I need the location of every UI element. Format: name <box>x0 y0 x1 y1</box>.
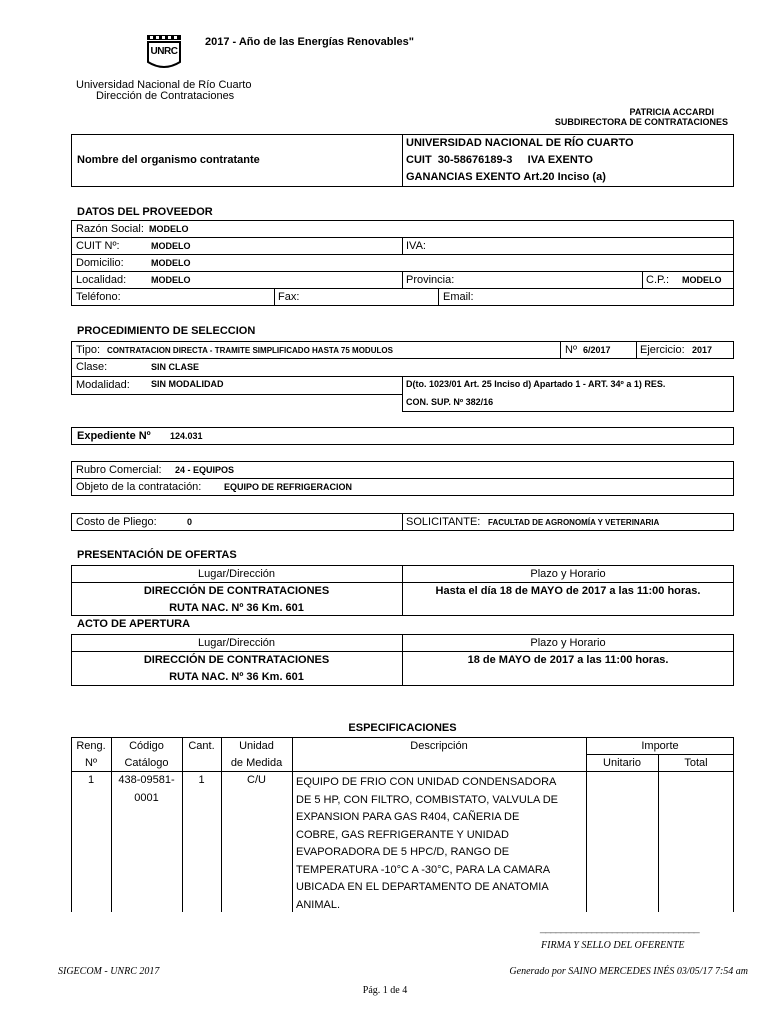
header-reng-2: Nº <box>85 757 97 769</box>
domicilio-label: Domicilio: <box>76 257 124 269</box>
tipo-label: Tipo: <box>76 344 101 356</box>
telefono-label: Teléfono: <box>76 291 121 303</box>
email-label: Email: <box>443 291 474 303</box>
modalidad-value: SIN MODALIDAD <box>151 379 224 389</box>
proveedor-title: DATOS DEL PROVEEDOR <box>77 206 213 218</box>
signatory-title: SUBDIRECTORA DE CONTRATACIONES <box>554 117 728 127</box>
modalidad-label: Modalidad: <box>76 379 130 391</box>
slogan: 2017 - Año de las Energías Renovables" <box>205 36 414 48</box>
tipo-value: CONTRATACION DIRECTA - TRAMITE SIMPLIFICADO HASTA 75 MODULOS <box>107 346 393 355</box>
header-unitario: Unitario <box>603 757 641 769</box>
presentacion-lugar-header: Lugar/Dirección <box>197 568 276 580</box>
item-reng: 1 <box>87 774 95 786</box>
apertura-lugar-2: RUTA NAC. Nº 36 Km. 601 <box>169 671 304 683</box>
header-unidad-2: de Medida <box>230 757 283 769</box>
organismo-label: Nombre del organismo contratante <box>77 154 260 166</box>
descripcion-line: COBRE, GAS REFRIGERANTE Y UNIDAD <box>296 828 509 841</box>
ejercicio-value: 2017 <box>692 345 713 355</box>
costo-label: Costo de Pliego: <box>76 516 157 528</box>
iva-label: IVA: <box>406 240 426 252</box>
organismo-name: UNIVERSIDAD NACIONAL DE RÍO CUARTO <box>406 137 634 149</box>
presentacion-lugar-2: RUTA NAC. Nº 36 Km. 601 <box>169 602 304 614</box>
apertura-plazo: 18 de MAYO de 2017 a las 11:00 horas. <box>467 654 669 666</box>
logo-text: UNRC <box>150 46 178 57</box>
presentacion-plazo: Hasta el día 18 de MAYO de 2017 a las 11:00 horas. <box>435 585 701 597</box>
objeto-label: Objeto de la contratación: <box>76 481 202 493</box>
provincia-label: Provincia: <box>406 274 455 286</box>
objeto-value: EQUIPO DE REFRIGERACION <box>224 482 353 492</box>
header-reng-1: Reng. <box>76 740 106 752</box>
procedimiento-title: PROCEDIMIENTO DE SELECCION <box>77 325 256 337</box>
descripcion-line: TEMPERATURA -10°C A -30°C, PARA LA CAMARA <box>296 863 551 876</box>
especificaciones-title: ESPECIFICACIONES <box>348 722 457 734</box>
cp-label: C.P.: <box>646 274 670 286</box>
header-codigo-2: Catálogo <box>124 757 169 769</box>
header-codigo-1: Código <box>129 740 164 752</box>
domicilio-value: MODELO <box>151 258 191 268</box>
organismo-cuit: CUIT 30-58676189-3 IVA EXENTO <box>406 154 593 166</box>
organismo-ganancias: GANANCIAS EXENTO Art.20 Inciso (a) <box>406 171 606 183</box>
expediente-value: 124.031 <box>170 431 203 441</box>
expediente-label: Expediente Nº <box>77 430 151 442</box>
system-name: SIGECOM - UNRC 2017 <box>58 966 160 977</box>
apertura-plazo-header: Plazo y Horario <box>530 637 606 649</box>
header-unidad-1: Unidad <box>239 740 274 752</box>
razon-label: Razón Social: <box>76 223 144 235</box>
header-cant: Cant. <box>188 740 215 752</box>
header-total: Total <box>684 757 708 769</box>
page-number: Pág. 1 de 4 <box>362 985 408 996</box>
localidad-value: MODELO <box>151 275 191 285</box>
descripcion-line: EVAPORADORA DE 5 HPC/D, RANGO DE <box>296 846 510 858</box>
header-importe: Importe <box>641 740 679 752</box>
numero-value: 6/2017 <box>583 345 611 355</box>
numero-label: Nº <box>565 344 577 356</box>
solicitante-label: SOLICITANTE: <box>406 516 481 528</box>
signature-line: _______________________________ <box>540 922 699 934</box>
office-name: Dirección de Contrataciones <box>96 90 235 102</box>
rubro-label: Rubro Comercial: <box>76 464 162 476</box>
fax-label: Fax: <box>278 291 300 303</box>
apertura-lugar-header: Lugar/Dirección <box>197 637 276 649</box>
solicitante-value: FACULTAD DE AGRONOMÍA Y VETERINARIA <box>488 518 660 527</box>
signature-label: FIRMA Y SELLO DEL OFERENTE <box>541 940 685 951</box>
presentacion-lugar-1: DIRECCIÓN DE CONTRATACIONES <box>143 585 330 597</box>
descripcion-line: ANIMAL. <box>296 898 341 911</box>
university-name: Universidad Nacional de Río Cuarto <box>76 79 252 91</box>
header-descripcion: Descripción <box>410 740 468 752</box>
clase-label: Clase: <box>76 361 108 373</box>
descripcion-line: UBICADA EN EL DEPARTAMENTO DE ANATOMIA <box>296 881 549 893</box>
item-codigo-2: 0001 <box>134 792 159 804</box>
presentacion-plazo-header: Plazo y Horario <box>530 568 606 580</box>
item-codigo-1: 438-09581- <box>118 774 175 786</box>
cuit-label: CUIT Nº: <box>76 240 120 252</box>
cuit-value: MODELO <box>151 241 191 251</box>
localidad-label: Localidad: <box>76 274 127 286</box>
cp-value: MODELO <box>682 275 722 285</box>
generated-by: Generado por SAINO MERCEDES INÉS 03/05/17 7:54 am <box>509 966 748 977</box>
item-cant: 1 <box>198 774 205 786</box>
ejercicio-label: Ejercicio: <box>640 344 685 356</box>
clase-value: SIN CLASE <box>151 362 200 372</box>
descripcion-line: EQUIPO DE FRIO CON UNIDAD CONDENSADORA <box>296 776 557 788</box>
razon-value: MODELO <box>149 224 189 234</box>
unrc-logo <box>146 34 182 72</box>
signatory-name: PATRICIA ACCARDI <box>629 107 714 117</box>
normativa-line-2: CON. SUP. Nº 382/16 <box>406 397 494 407</box>
descripcion-line: DE 5 HP, CON FILTRO, COMBISTATO, VALVULA DE <box>296 793 559 806</box>
apertura-lugar-1: DIRECCIÓN DE CONTRATACIONES <box>143 654 330 666</box>
presentacion-title: PRESENTACIÓN DE OFERTAS <box>77 549 237 561</box>
apertura-title: ACTO DE APERTURA <box>77 618 191 630</box>
item-descripcion <box>296 774 586 914</box>
costo-value: 0 <box>187 517 193 527</box>
item-unidad: C/U <box>247 774 266 786</box>
rubro-value: 24 - EQUIPOS <box>175 465 235 475</box>
normativa-line-1: D(to. 1023/01 Art. 25 Inciso d) Apartado 1 - ART. 34º a 1) RES. <box>406 379 666 389</box>
descripcion-line: EXPANSION PARA GAS R404, CAÑERIA DE <box>296 811 520 823</box>
